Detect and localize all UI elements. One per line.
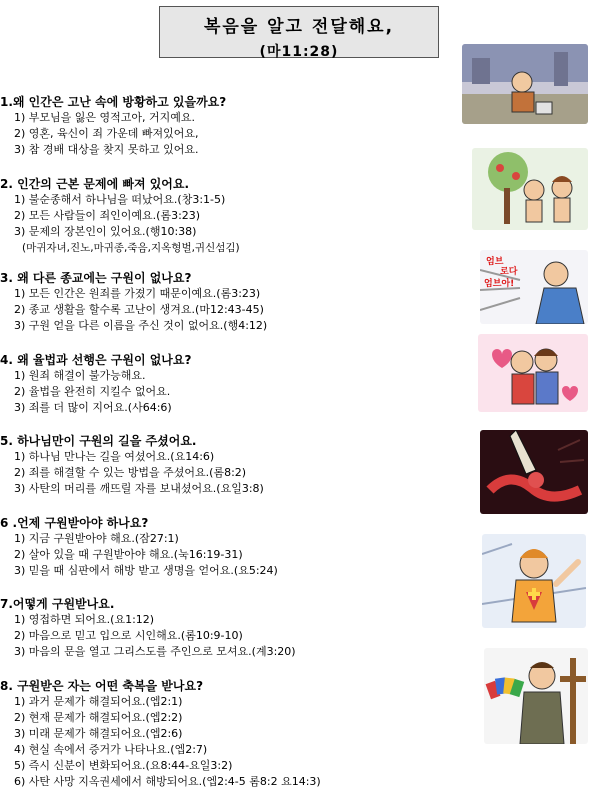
list-item: 1) 하나님 만나는 길을 여셨어요.(요14:6) bbox=[14, 450, 215, 463]
beggar-child-illustration bbox=[462, 44, 588, 124]
list-subnote: (마귀자녀,진노,마귀종,죽음,지옥형벌,귀신섬김) bbox=[22, 242, 240, 254]
list-item: 3) 사탄의 머리를 깨뜨릴 자를 보내셨어요.(요일3:8) bbox=[14, 482, 264, 495]
section-1 bbox=[0, 94, 470, 158]
list-item: 2) 영혼, 육신이 죄 가운데 빠져있어요, bbox=[14, 127, 199, 140]
section-heading: 6 .언제 구원받아야 하나요? bbox=[0, 516, 149, 530]
list-item: 1) 부모님을 잃은 영적고아, 거지예요. bbox=[14, 111, 196, 124]
title-reference: (마11:28) bbox=[259, 44, 339, 60]
list-item: 2) 마음으로 믿고 입으로 시인해요.(롬10:9-10) bbox=[14, 629, 243, 642]
speech-bubble-text: 로다 bbox=[500, 267, 518, 277]
section-heading: 7.어떻게 구원받나요. bbox=[0, 597, 115, 611]
speech-bubble-text: 엄브아! bbox=[484, 279, 515, 289]
section-heading: 5. 하나님만이 구원의 길을 주셨어요. bbox=[0, 434, 197, 448]
section-heading: 2. 인간의 근본 문제에 빠져 있어요. bbox=[0, 177, 190, 191]
list-item: 1) 불순종해서 하나님을 떠났어요.(창3:1-5) bbox=[14, 193, 226, 206]
list-item: 3) 문제의 장본인이 있어요.(행10:38) bbox=[14, 225, 197, 238]
list-item: 3) 참 경배 대상을 찾지 못하고 있어요. bbox=[14, 143, 199, 156]
section-6 bbox=[0, 515, 470, 579]
list-item: 3) 미래 문제가 해결되어요.(엡2:6) bbox=[14, 727, 183, 740]
list-item: 2) 모든 사람들이 죄인이예요.(롬3:23) bbox=[14, 209, 201, 222]
section-3 bbox=[0, 270, 470, 334]
section-4 bbox=[0, 352, 470, 416]
section-heading: 3. 왜 다른 종교에는 구원이 없나요? bbox=[0, 271, 192, 285]
list-item: 2) 율법을 완전히 지킬수 없어요. bbox=[14, 385, 171, 398]
list-item: 6) 사탄 사망 지옥권세에서 해방되어요.(엡2:4-5 롬8:2 요14:3) bbox=[14, 775, 321, 788]
adam-eve-illustration bbox=[472, 148, 588, 230]
list-item: 1) 지금 구원받아야 해요.(잠27:1) bbox=[14, 532, 179, 545]
list-item: 2) 현재 문제가 해결되어요.(엡2:2) bbox=[14, 711, 183, 724]
list-item: 3) 구원 얻을 다른 이름을 주신 것이 없어요.(행4:12) bbox=[14, 319, 268, 332]
section-7 bbox=[0, 596, 470, 660]
section-heading: 4. 왜 율법과 선행은 구원이 없나요? bbox=[0, 353, 192, 367]
list-item: 5) 즉시 신분이 변화되어요.(요8:44-요일3:2) bbox=[14, 759, 233, 772]
list-item: 4) 현실 속에서 증거가 나타나요.(엡2:7) bbox=[14, 743, 208, 756]
list-item: 2) 종교 생활을 할수록 고난이 생겨요.(마12:43-45) bbox=[14, 303, 264, 316]
section-5 bbox=[0, 433, 470, 497]
section-2 bbox=[0, 176, 470, 256]
section-8 bbox=[0, 678, 470, 790]
section-heading: 8. 구원받은 자는 어떤 축복을 받나요? bbox=[0, 679, 204, 693]
page-title: 복음을 알고 전달해요, bbox=[203, 17, 395, 37]
section-heading: 1.왜 인간은 고난 속에 방황하고 있을까요? bbox=[0, 95, 227, 109]
couple-illustration bbox=[478, 334, 588, 412]
list-item: 3) 죄를 더 많이 지어요.(사64:6) bbox=[14, 401, 172, 414]
list-item: 2) 살아 있을 때 구원받아야 해요.(눅16:19-31) bbox=[14, 548, 243, 561]
boy-with-cross-illustration bbox=[482, 534, 586, 628]
list-item: 1) 모든 인간은 원죄를 가졌기 때문이예요.(롬3:23) bbox=[14, 287, 261, 300]
serpent-crushed-illustration bbox=[480, 430, 588, 514]
shouting-man-illustration bbox=[480, 250, 588, 324]
man-with-cards-illustration bbox=[484, 648, 588, 744]
list-item: 1) 영접하면 되어요.(요1:12) bbox=[14, 613, 155, 626]
list-item: 1) 원죄 해결이 불가능해요. bbox=[14, 369, 146, 382]
list-item: 1) 과거 문제가 해결되어요.(엡2:1) bbox=[14, 695, 183, 708]
title-box bbox=[159, 6, 439, 58]
list-item: 2) 죄를 해결할 수 있는 방법을 주셨어요.(롬8:2) bbox=[14, 466, 247, 479]
list-item: 3) 마음의 문을 열고 그리스도를 주인으로 모셔요.(계3:20) bbox=[14, 645, 296, 658]
list-item: 3) 믿을 때 심판에서 해방 받고 생명을 얻어요.(요5:24) bbox=[14, 564, 278, 577]
speech-bubble-text: 엄브 bbox=[486, 257, 504, 267]
